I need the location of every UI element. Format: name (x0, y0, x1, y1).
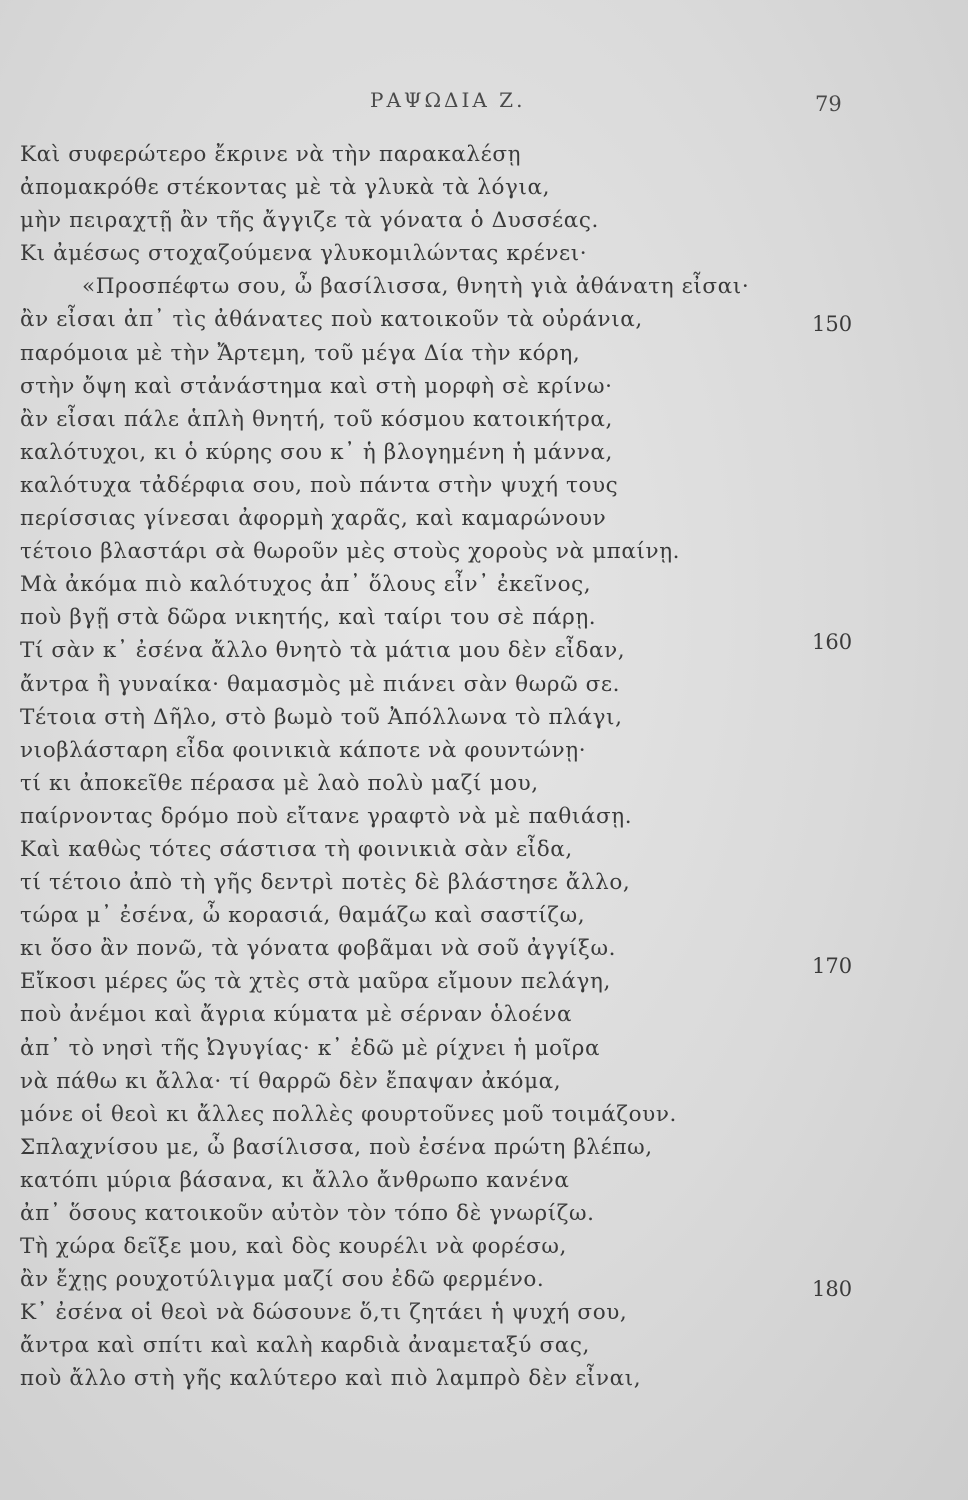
verse-line: Κι ἀμέσως στοχαζούμενα γλυκομιλώντας κρένει· (20, 241, 588, 267)
verse-number: 160 (812, 630, 853, 654)
verse-line: Τί σὰν κ᾽ ἐσένα ἄλλο θνητὸ τὰ μάτια μου δὲν εἶδαν, (20, 638, 626, 664)
verse-line: τέτοιο βλαστάρι σὰ θωροῦν μὲς στοὺς χοροὺς νὰ μπαίνῃ. (20, 539, 681, 565)
verse-line: Κ᾽ ἐσένα οἱ θεοὶ νὰ δώσουνε ὅ,τι ζητάει ἡ ψυχή σου, (20, 1300, 628, 1326)
verse-line: ἀπομακρόθε στέκοντας μὲ τὰ γλυκὰ τὰ λόγια, (20, 175, 551, 201)
poem-text (20, 138, 810, 1396)
verse-line: Τέτοια στὴ Δῆλο, στὸ βωμὸ τοῦ Ἀπόλλωνα τὸ πλάγι, (20, 704, 623, 730)
verse-line: ποὺ βγῇ στὰ δῶρα νικητής, καὶ ταίρι του σὲ πάρῃ. (20, 605, 597, 631)
verse-line: τί τέτοιο ἀπὸ τὴ γῆς δεντρὶ ποτὲς δὲ βλάστησε ἄλλο, (20, 870, 631, 896)
verse-line: μὴν πειραχτῇ ἂν τῆς ἄγγιζε τὰ γόνατα ὁ Δυσσέας. (20, 208, 599, 234)
running-title: ΡΑΨΩΔΙΑ Ζ. (370, 88, 526, 112)
verse-line: περίσσιας γίνεσαι ἀφορμὴ χαρᾶς, καὶ καμαρώνουν (20, 506, 607, 532)
page-number: 79 (815, 92, 842, 116)
verse-line: «Προσπέφτω σου, ὦ βασίλισσα, θνητὴ γιὰ ἀθάνατη εἶσαι· (82, 274, 750, 300)
verse-line: νιοβλάσταρη εἶδα φοινικιὰ κάποτε νὰ φουντώνῃ· (20, 737, 587, 763)
verse-line: ἄντρα καὶ σπίτι καὶ καλὴ καρδιὰ ἀναμεταξύ σας, (20, 1333, 590, 1359)
verse-line: στὴν ὄψη καὶ στἀνάστημα καὶ στὴ μορφὴ σὲ κρίνω· (20, 373, 613, 399)
verse-line: κι ὅσο ἂν πονῶ, τὰ γόνατα φοβᾶμαι νὰ σοῦ ἀγγίξω. (20, 936, 617, 962)
verse-line: ἀπ᾽ τὸ νησὶ τῆς Ὠγυγίας· κ᾽ ἐδῶ μὲ ρίχνει ἡ μοῖρα (20, 1035, 601, 1061)
verse-line: καλότυχοι, κι ὁ κύρης σου κ᾽ ἡ βλογημένη ἡ μάννα, (20, 439, 613, 465)
verse-number: 150 (812, 312, 853, 336)
verse-line: παρόμοια μὲ τὴν Ἄρτεμη, τοῦ μέγα Δία τὴν κόρη, (20, 340, 581, 366)
verse-line: Σπλαχνίσου με, ὦ βασίλισσα, ποὺ ἐσένα πρώτη βλέπω, (20, 1134, 653, 1160)
verse-line: ἄντρα ἢ γυναίκα· θαμασμὸς μὲ πιάνει σὰν θωρῶ σε. (20, 671, 621, 697)
verse-line: Καὶ συφερώτερο ἔκρινε νὰ τὴν παρακαλέσῃ (20, 142, 522, 167)
verse-line: ἂν εἶσαι πάλε ἁπλὴ θνητή, τοῦ κόσμου κατοικήτρα, (20, 406, 613, 432)
verse-line: ποὺ ἄλλο στὴ γῆς καλύτερο καὶ πιὸ λαμπρὸ δὲν εἶναι, (20, 1366, 642, 1392)
verse-line: καλότυχα τἀδέρφια σου, ποὺ πάντα στὴν ψυχή τους (20, 472, 619, 498)
verse-line: ἀπ᾽ ὅσους κατοικοῦν αὐτὸν τὸν τόπο δὲ γνωρίζω. (20, 1201, 595, 1226)
verse-line: τώρα μ᾽ ἐσένα, ὦ κορασιά, θαμάζω καὶ σαστίζω, (20, 903, 586, 929)
verse-line: τί κι ἀποκεῖθε πέρασα μὲ λαὸ πολὺ μαζί μου, (20, 770, 539, 796)
verse-number: 180 (812, 1277, 853, 1301)
verse-line: Μὰ ἀκόμα πιὸ καλότυχος ἀπ᾽ ὅλους εἶν᾽ ἐκεῖνος, (20, 572, 592, 598)
verse-line: παίρνοντας δρόμο ποὺ εἴτανε γραφτὸ νὰ μὲ παθιάσῃ. (20, 803, 633, 829)
verse-line: Καὶ καθὼς τότες σάστισα τὴ φοινικιὰ σὰν εἶδα, (20, 836, 573, 862)
verse-line: μόνε οἱ θεοὶ κι ἄλλες πολλὲς φουρτοῦνες μοῦ τοιμάζουν. (20, 1101, 677, 1127)
verse-line: Τὴ χώρα δεῖξε μου, καὶ δὸς κουρέλι νὰ φορέσω, (20, 1234, 567, 1260)
verse-line: νὰ πάθω κι ἄλλα· τί θαρρῶ δὲν ἔπαψαν ἀκόμα, (20, 1068, 562, 1094)
verse-line: ποὺ ἀνέμοι καὶ ἄγρια κύματα μὲ σέρναν ὁλοένα (20, 1002, 573, 1028)
verse-line: Εἴκοσι μέρες ὥς τὰ χτὲς στὰ μαῦρα εἴμουν πελάγη, (20, 969, 611, 995)
verse-line: ἂν εἶσαι ἀπ᾽ τὶς ἀθάνατες ποὺ κατοικοῦν τὰ οὐράνια, (20, 307, 643, 333)
verse-line: κατόπι μύρια βάσανα, κι ἄλλο ἄνθρωπο κανένα (20, 1167, 570, 1193)
verse-line: ἂν ἔχῃς ρουχοτύλιγμα μαζί σου ἐδῶ φερμένο. (20, 1267, 545, 1293)
verse-number: 170 (812, 954, 853, 978)
